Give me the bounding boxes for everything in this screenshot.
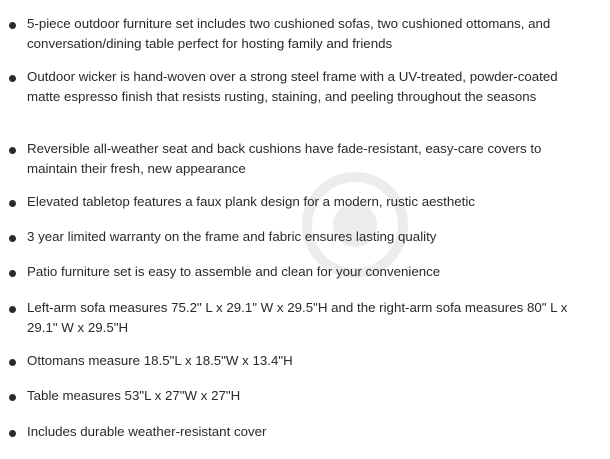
bullet-dot — [9, 235, 16, 242]
bullet-dot — [9, 200, 16, 207]
bullet-dot — [9, 394, 16, 401]
bullet-dot — [9, 270, 16, 277]
feature-text: Patio furniture set is easy to assemble and clean for your convenience — [27, 264, 441, 279]
bullet-dot — [9, 147, 16, 154]
feature-text: Table measures 53"L x 27"W x 27"H — [27, 388, 241, 403]
feature-text: Elevated tabletop features a faux plank design for a modern, rustic aesthetic — [27, 194, 475, 209]
feature-text: Ottomans measure 18.5"L x 18.5"W x 13.4"H — [27, 353, 293, 368]
bullet-dot — [9, 75, 16, 82]
feature-text: 3 year limited warranty on the frame and fabric ensures lasting quality — [27, 229, 437, 244]
feature-text: Reversible all-weather seat and back cushions have fade-resistant, easy-care covers to maintain their fresh, new appearance — [27, 141, 542, 176]
bullet-dot — [9, 430, 16, 437]
bullet-dot — [9, 359, 16, 366]
feature-text: Includes durable weather-resistant cover — [27, 424, 267, 439]
bullet-dot — [9, 22, 16, 29]
feature-text: Outdoor wicker is hand-woven over a strong steel frame with a UV-treated, powder-coated matte espresso finish that resists rusting, staining, and peeling throughout the seasons — [27, 69, 558, 104]
feature-text: 5-piece outdoor furniture set includes two cushioned sofas, two cushioned ottomans, and conversation/dining table perfect for hosting family and friends — [27, 16, 551, 51]
bullet-dot — [9, 306, 16, 313]
feature-text: Left-arm sofa measures 75.2" L x 29.1" W x 29.5"H and the right-arm sofa measures 80" L x 29.1" W x 29.5"H — [27, 300, 568, 335]
